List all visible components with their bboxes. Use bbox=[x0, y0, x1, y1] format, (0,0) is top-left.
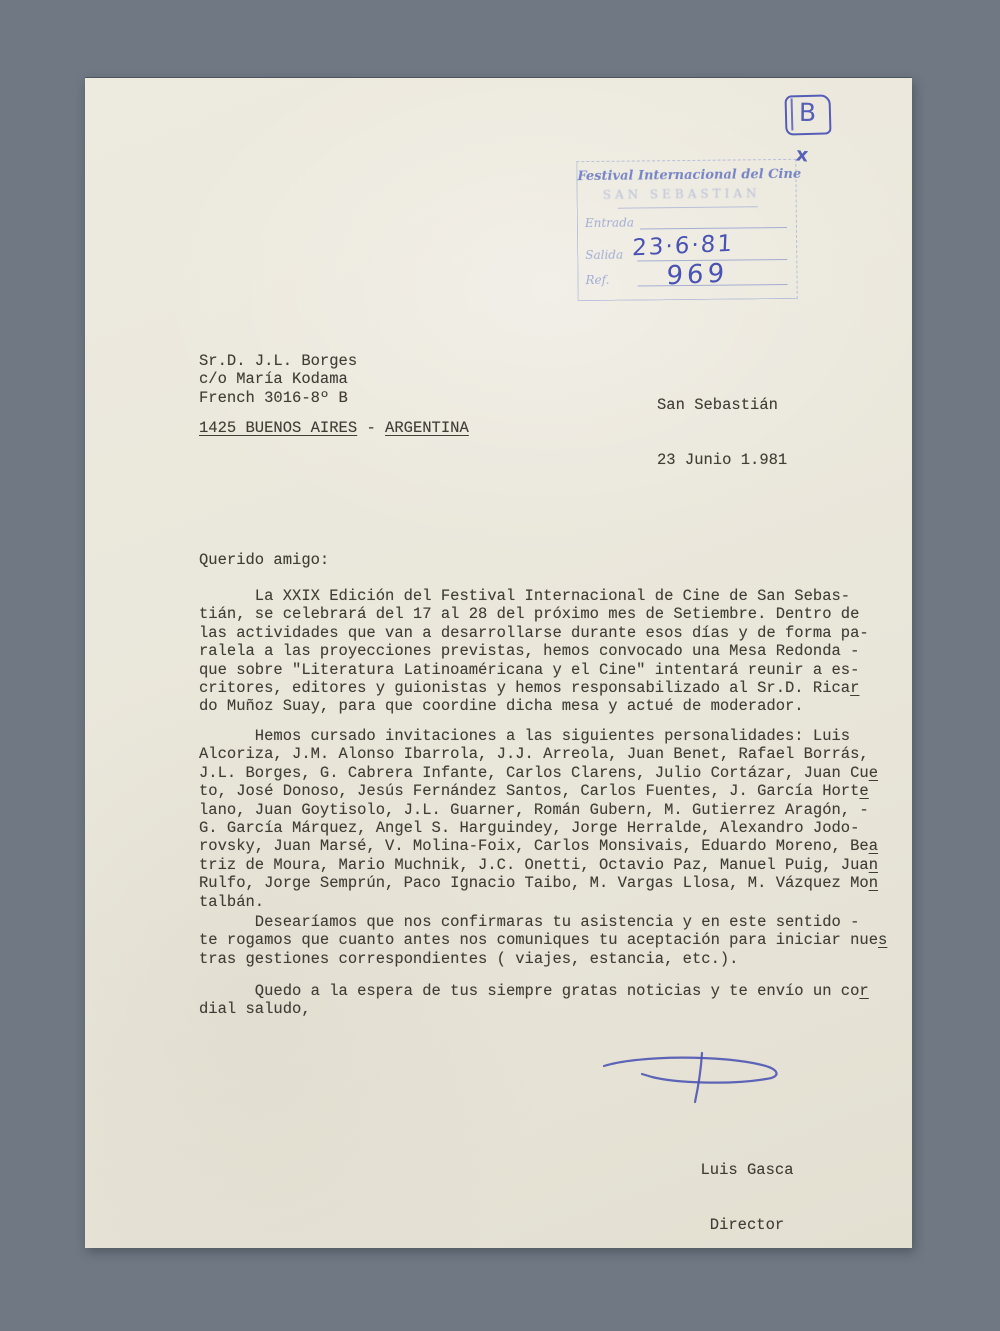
text-line bbox=[199, 389, 357, 407]
underlined-text-segment: s bbox=[878, 931, 888, 950]
underlined-text-segment: ARGENTINA bbox=[385, 419, 469, 437]
text-line bbox=[199, 370, 357, 388]
text-line bbox=[199, 856, 878, 874]
text-line bbox=[199, 642, 869, 660]
dateline-date: 23 Junio 1.981 bbox=[657, 451, 788, 470]
text-line bbox=[199, 950, 887, 968]
text-line bbox=[199, 727, 878, 745]
text-segment: c/o María Kodama bbox=[199, 370, 348, 389]
handwritten-ref-number: 969 bbox=[665, 258, 729, 292]
text-segment: to, José Donoso, Jesús Fernández Santos, Carlos Fuentes, J. García Hort bbox=[199, 782, 860, 801]
letter-paragraph-3 bbox=[199, 913, 887, 968]
text-line bbox=[199, 697, 869, 715]
text-line bbox=[199, 874, 878, 892]
text-segment: G. García Márquez, Angel S. Harguindey, Jorge Herralde, Alexandro Jodo- bbox=[199, 819, 860, 838]
text-segment: Hemos cursado invitaciones a las siguientes personalidades: Luis bbox=[199, 727, 851, 745]
text-line bbox=[199, 587, 869, 605]
stamp-rule bbox=[618, 206, 758, 208]
dateline-place: San Sebastián bbox=[657, 395, 778, 414]
letter-paragraph-4 bbox=[199, 982, 869, 1019]
underlined-text-segment: n bbox=[868, 874, 879, 893]
recipient-country-line bbox=[199, 419, 469, 437]
letter-page bbox=[85, 78, 912, 1248]
text-line bbox=[199, 419, 469, 437]
signature-scribble bbox=[590, 1044, 810, 1124]
text-line bbox=[199, 352, 357, 370]
text-segment: Quedo a la espera de tus siempre gratas noticias y te envío un co bbox=[199, 982, 860, 1000]
stamp-city-name: SAN SEBASTIAN bbox=[602, 186, 761, 202]
text-segment: que sobre "Literatura Latinoaméricana y el Cine" intentará reunir a es- bbox=[199, 660, 860, 679]
recipient-address bbox=[199, 352, 357, 407]
text-segment: J.L. Borges, G. Cabrera Infante, Carlos Clarens, Julio Cortázar, Juan Cu bbox=[199, 763, 869, 782]
underlined-text-segment: a bbox=[868, 837, 879, 856]
text-line bbox=[199, 801, 878, 819]
text-segment: talbán. bbox=[199, 892, 265, 911]
text-line bbox=[199, 913, 887, 931]
annotation-b-box bbox=[784, 94, 831, 135]
underlined-text-segment: r bbox=[850, 679, 860, 698]
text-line bbox=[199, 764, 878, 782]
annotation-b-letter: B bbox=[798, 97, 817, 128]
dateline bbox=[657, 359, 787, 506]
text-segment: Sr.D. J.L. Borges bbox=[199, 352, 358, 370]
handwritten-salida-date: 23·6·81 bbox=[631, 230, 735, 262]
underlined-text-segment: n bbox=[868, 855, 879, 874]
text-line bbox=[199, 1000, 869, 1018]
text-segment: La XXIX Edición del Festival Internacional de Cine de San Sebas- bbox=[199, 587, 851, 605]
signer-name: Luis Gasca bbox=[700, 1160, 794, 1179]
text-segment: te rogamos que cuanto antes nos comuniques tu aceptación para iniciar nue bbox=[199, 931, 879, 950]
text-segment: critores, editores y guionistas y hemos responsabilizado al Sr.D. Rica bbox=[199, 679, 851, 698]
text-segment: ralela a las proyecciones previstas, hemos convocado una Mesa Redonda - bbox=[199, 642, 860, 661]
annotation-x-mark: x bbox=[794, 143, 810, 167]
text-line bbox=[199, 931, 887, 949]
text-segment: Desearíamos que nos confirmaras tu asistencia y en este sentido - bbox=[199, 913, 860, 931]
text-segment: - bbox=[357, 419, 386, 437]
text-segment: tras gestiones correspondientes ( viajes, estancia, etc.). bbox=[199, 949, 739, 968]
signer-title: Director bbox=[709, 1216, 785, 1235]
text-segment: las actividades que van a desarrollarse durante esos días y de forma pa- bbox=[199, 623, 869, 642]
underlined-text-segment: 1425 BUENOS AIRES bbox=[199, 419, 358, 437]
underlined-text-segment: r bbox=[859, 982, 869, 1000]
text-line bbox=[199, 782, 878, 800]
text-segment: triz de Moura, Mario Muchnik, J.C. Onetti, Octavio Paz, Manuel Puig, Jua bbox=[199, 855, 869, 874]
registry-stamp bbox=[576, 159, 802, 301]
text-line bbox=[199, 982, 869, 1000]
text-line bbox=[199, 893, 878, 911]
text-line bbox=[199, 624, 869, 642]
text-line bbox=[199, 661, 869, 679]
text-line bbox=[199, 745, 878, 763]
text-segment: rovsky, Juan Marsé, V. Molina-Foix, Carlos Monsivais, Eduardo Moreno, Be bbox=[199, 837, 869, 856]
signature-block bbox=[692, 1124, 802, 1271]
text-segment: dial saludo, bbox=[199, 1000, 311, 1019]
text-line bbox=[199, 679, 869, 697]
letter-paragraph-1 bbox=[199, 587, 869, 716]
text-line bbox=[199, 819, 878, 837]
text-segment: Alcoriza, J.M. Alonso Ibarrola, J.J. Arreola, Juan Benet, Rafael Borrás, bbox=[199, 745, 869, 764]
text-segment: lano, Juan Goytisolo, J.L. Guarner, Román Gubern, M. Gutierrez Aragón, - bbox=[199, 800, 869, 819]
letter-paragraph-2 bbox=[199, 727, 878, 911]
text-segment: Rulfo, Jorge Semprún, Paco Ignacio Taibo, M. Vargas Llosa, M. Vázquez Mo bbox=[199, 874, 869, 893]
underlined-text-segment: e bbox=[868, 763, 879, 782]
text-segment: do Muñoz Suay, para que coordine dicha mesa y actué de moderador. bbox=[199, 697, 804, 716]
text-line bbox=[199, 837, 878, 855]
text-line bbox=[199, 605, 869, 623]
stamp-label-ref: Ref. bbox=[585, 272, 610, 288]
underlined-text-segment: e bbox=[859, 782, 869, 801]
stamp-org-name: Festival Internacional del Cine bbox=[577, 166, 802, 185]
text-segment: French 3016-8º B bbox=[199, 388, 348, 407]
stamp-row-entrada bbox=[585, 214, 787, 230]
stamp-blank-line bbox=[640, 225, 787, 230]
stamp-label-entrada: Entrada bbox=[584, 215, 635, 231]
text-segment: tián, se celebrará del 17 al 28 del próximo mes de Setiembre. Dentro de bbox=[199, 605, 860, 624]
stamp-label-salida: Salida bbox=[585, 247, 624, 263]
letter-greeting: Querido amigo: bbox=[199, 551, 330, 569]
